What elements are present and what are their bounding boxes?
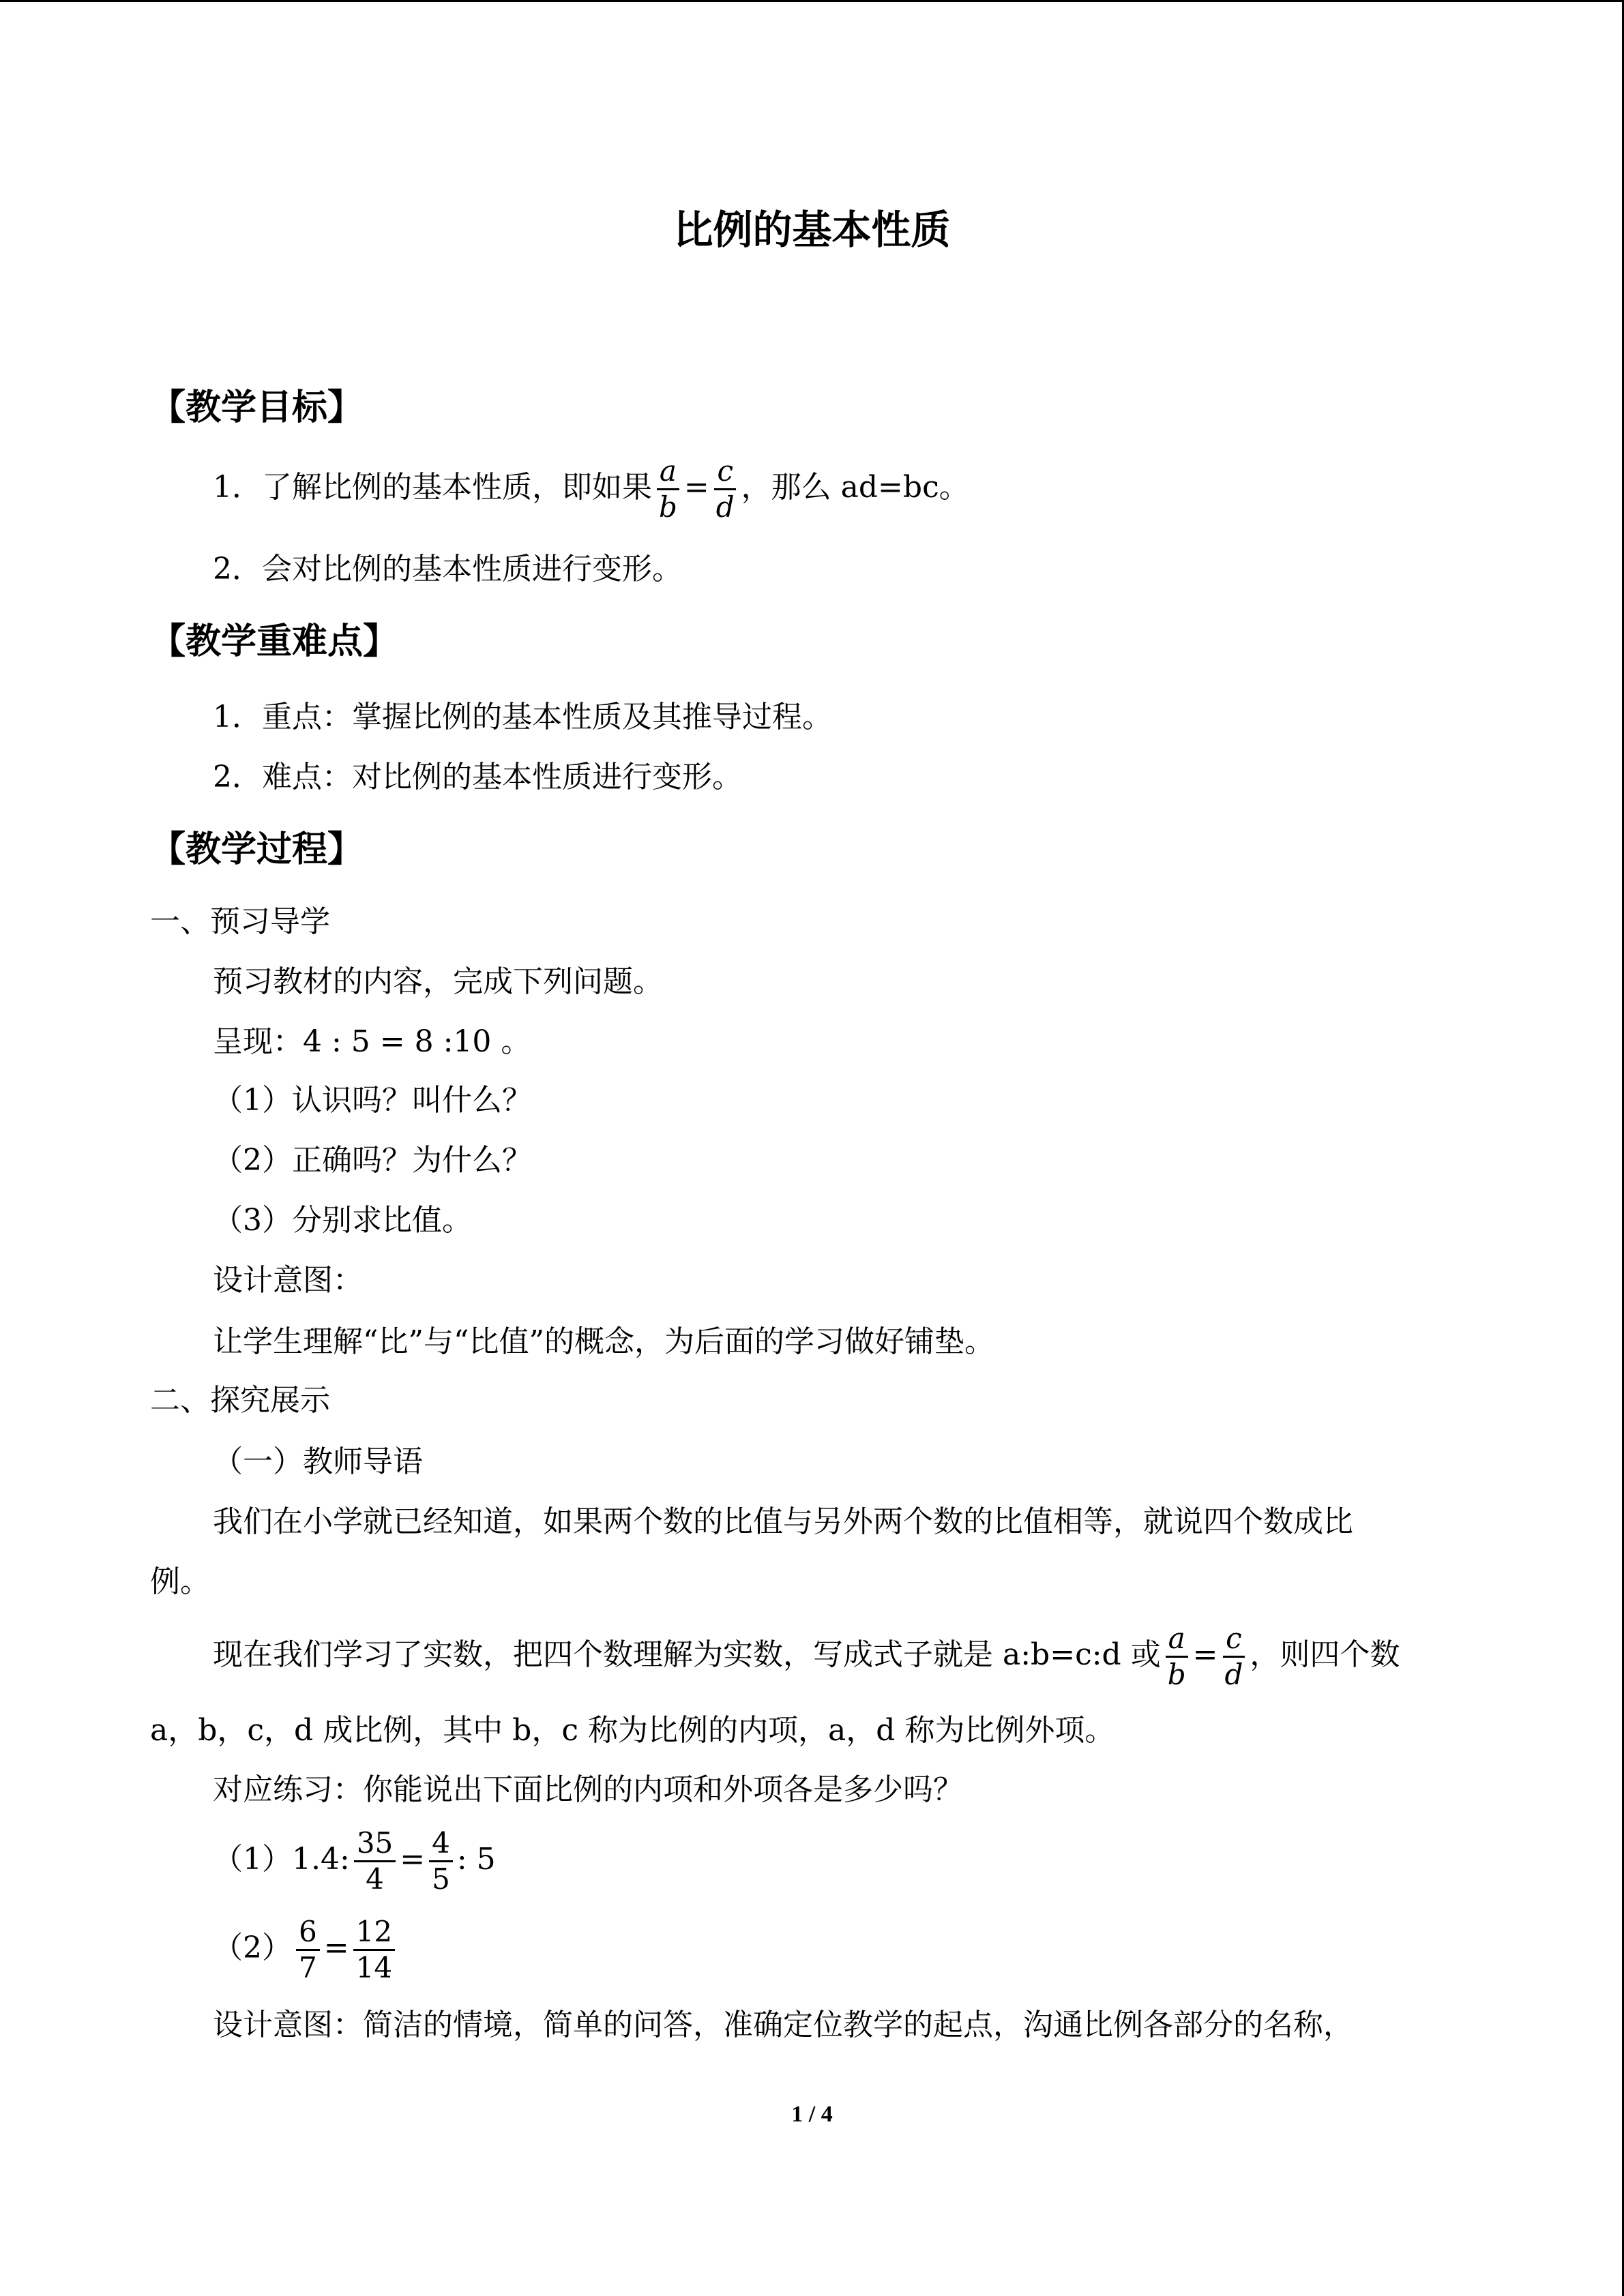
frac-den: b: [1167, 1658, 1186, 1691]
equals-sign: =: [400, 1842, 426, 1877]
frac-den: 4: [366, 1862, 384, 1896]
present-line: [213, 1022, 531, 1062]
equals-sign: =: [1192, 1637, 1218, 1672]
frac-num: 6: [296, 1918, 320, 1951]
exercise-1-label: （1）: [213, 1842, 292, 1877]
paragraph-2-line-2: a，b，c，d 成比例，其中 b，c 称为比例的内项，a，d 称为比例外项。: [150, 1713, 1115, 1748]
paragraph-2-prefix: 现在我们学习了实数，把四个数理解为实数，写成式子就是 a:b=c:d 或: [213, 1637, 1161, 1672]
design-label: 设计意图：: [213, 1263, 363, 1298]
exercise-1-tail: : 5: [456, 1842, 496, 1877]
present-label: 呈现：: [213, 1024, 303, 1059]
frac-den: d: [715, 490, 735, 524]
goal-item-1-suffix: ，那么 ad=bc。: [741, 470, 969, 505]
keypoint-item-1: 1．重点：掌握比例的基本性质及其推导过程。: [213, 700, 832, 734]
fraction-c-over-d: [1222, 1624, 1245, 1689]
goal-item-2: 2．会对比例的基本性质进行变形。: [213, 552, 682, 586]
exercise-prompt: 对应练习：你能说出下面比例的内项和外项各是多少吗？: [213, 1772, 963, 1807]
keypoint-item-2: 2．难点：对比例的基本性质进行变形。: [213, 760, 742, 794]
frac-num: c: [1223, 1624, 1245, 1658]
top-border: [0, 0, 1624, 2]
frac-num: 12: [353, 1918, 395, 1951]
part2-title: 二、探究展示: [150, 1383, 330, 1418]
heading-process: 【教学过程】: [150, 829, 364, 870]
fraction-4-over-5: [429, 1826, 453, 1896]
preview-instruction: 预习教材的内容，完成下列问题。: [213, 964, 663, 999]
question-3: （3）分别求比值。: [213, 1203, 472, 1238]
equals-sign: =: [683, 470, 709, 505]
paragraph-2-line-1: [213, 1624, 1400, 1689]
frac-num: c: [714, 457, 736, 490]
heading-goals: 【教学目标】: [150, 387, 364, 428]
frac-den: 5: [432, 1862, 450, 1896]
fraction-35-over-4: [354, 1826, 396, 1896]
paragraph-2-suffix: ，则四个数: [1250, 1637, 1400, 1672]
exercise-1: [213, 1826, 496, 1896]
question-2: （2）正确吗？为什么？: [213, 1143, 532, 1178]
fraction-a-over-b: [656, 454, 680, 524]
goal-item-1-prefix: 1．了解比例的基本性质，即如果: [213, 470, 652, 505]
design-text-2: 设计意图：简洁的情境，简单的问答，准确定位教学的起点，沟通比例各部分的名称，: [213, 2008, 1353, 2042]
part1-title: 一、预习导学: [150, 904, 330, 939]
frac-den: b: [659, 490, 677, 524]
frac-num: 4: [429, 1829, 453, 1862]
equals-sign: =: [323, 1930, 349, 1965]
present-equation: 4 : 5 = 8 :10 。: [303, 1024, 531, 1059]
fraction-12-over-14: [353, 1915, 395, 1984]
subsection-1: （一）教师导语: [213, 1444, 423, 1479]
frac-num: a: [1166, 1624, 1188, 1658]
fraction-6-over-7: [296, 1915, 320, 1984]
exercise-2-label: （2）: [213, 1930, 292, 1965]
paragraph-1-line-2: 例。: [150, 1564, 210, 1599]
frac-den: 14: [355, 1951, 393, 1984]
heading-keypoints: 【教学重难点】: [150, 621, 399, 662]
design-text: 让学生理解“比”与“比值”的概念，为后面的学习做好铺垫。: [213, 1324, 994, 1359]
page-number: 1 / 4: [791, 2102, 833, 2127]
frac-den: 7: [299, 1951, 317, 1984]
fraction-a-over-b: [1165, 1624, 1189, 1689]
exercise-1-lead: 1.4:: [292, 1842, 350, 1877]
frac-num: 35: [354, 1829, 396, 1862]
frac-den: d: [1224, 1658, 1243, 1691]
goal-item-1: [213, 454, 969, 524]
page-title: 比例的基本性质: [673, 207, 951, 253]
frac-num: a: [657, 457, 679, 490]
question-1: （1）认识吗？叫什么？: [213, 1083, 532, 1118]
exercise-2: [213, 1915, 399, 1984]
fraction-c-over-d: [713, 454, 737, 524]
paragraph-1-line-1: 我们在小学就已经知道，如果两个数的比值与另外两个数的比值相等，就说四个数成比: [213, 1504, 1353, 1539]
